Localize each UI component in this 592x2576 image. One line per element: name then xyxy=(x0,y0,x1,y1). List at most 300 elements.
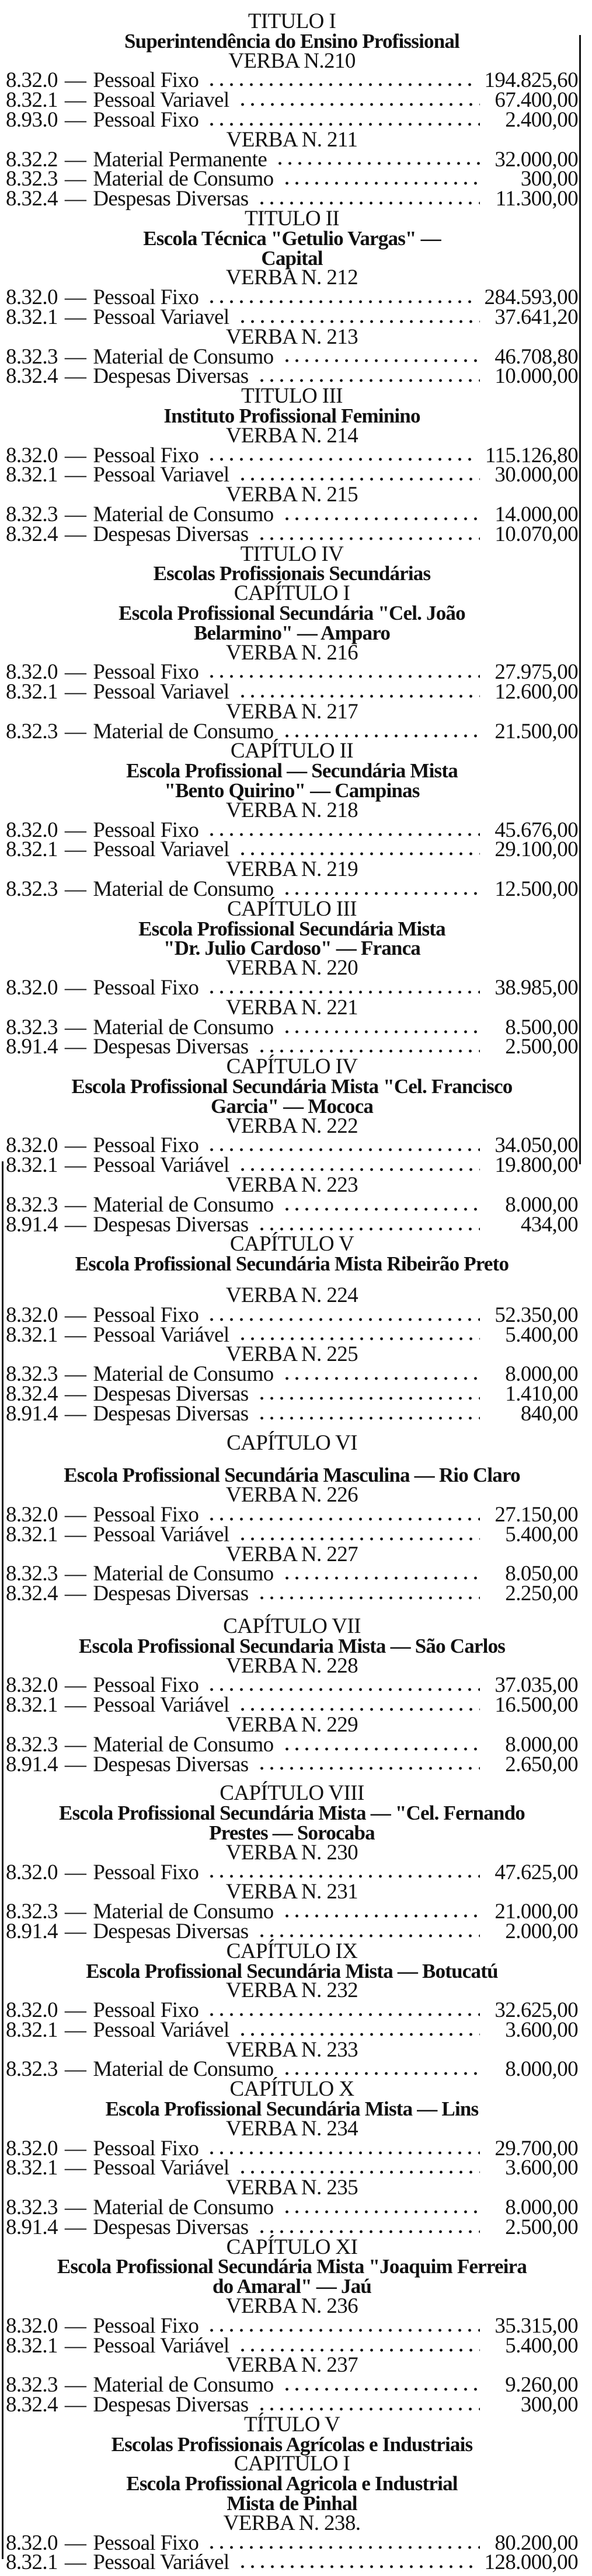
dot-leader xyxy=(207,82,473,87)
budget-document xyxy=(6,9,578,2575)
item-amount: 8.000,00 xyxy=(505,1732,578,1757)
budget-line-item xyxy=(6,660,578,685)
item-code: 8.32.3 xyxy=(6,502,58,526)
verba-heading: VERBA N.210 xyxy=(228,48,356,73)
budget-line-item xyxy=(6,189,578,209)
item-dash: — xyxy=(64,1919,86,1943)
item-label: Despesas Diversas xyxy=(93,1919,249,1943)
item-amount: 16.500,00 xyxy=(495,1693,578,1718)
item-label: Pessoal Fixo xyxy=(93,443,199,467)
verba-heading: VERBA N. 221 xyxy=(225,995,358,1020)
item-label: Material de Consumo xyxy=(93,167,274,191)
institution-name: Prestes — Sorocaba xyxy=(209,1821,375,1844)
item-label: Pessoal Variável xyxy=(93,2156,229,2180)
item-amount: 8.000,00 xyxy=(505,1192,578,1217)
item-amount: 300,00 xyxy=(520,167,578,191)
item-code: 8.32.4 xyxy=(6,364,58,389)
verba-heading: VERBA N. 228 xyxy=(225,1653,358,1678)
item-label: Pessoal Fixo xyxy=(93,2530,199,2555)
item-label: Despesas Diversas xyxy=(93,2393,249,2417)
item-label: Material de Consumo xyxy=(93,1362,274,1387)
dot-leader xyxy=(238,102,480,107)
item-code: 8.32.1 xyxy=(6,2017,58,2042)
item-dash: — xyxy=(64,305,86,329)
item-dash: — xyxy=(64,2195,86,2220)
dot-leader xyxy=(207,2545,480,2550)
item-amount: 35.315,00 xyxy=(495,2313,578,2338)
budget-line-item xyxy=(6,1381,578,1406)
item-label: Despesas Diversas xyxy=(93,1752,249,1776)
item-dash: — xyxy=(64,2136,86,2160)
institution-name: Escola Profissional — Secundária Mista xyxy=(126,759,458,783)
dot-leader xyxy=(257,1766,480,1771)
item-code: 8.32.0 xyxy=(6,1860,58,1884)
item-code: 8.91.4 xyxy=(6,1035,58,1059)
dot-leader xyxy=(282,1376,480,1381)
chapter-heading: CAPÍTULO II xyxy=(230,739,354,763)
institution-name: Escola Profissional Agricola e Industrial xyxy=(126,2472,458,2495)
item-code: 8.32.3 xyxy=(6,719,58,744)
budget-line-item xyxy=(6,344,578,369)
dot-leader xyxy=(207,122,480,127)
item-label: Material de Consumo xyxy=(93,344,274,369)
dot-leader xyxy=(238,694,480,699)
dot-leader xyxy=(238,1537,480,1541)
item-dash: — xyxy=(64,107,86,132)
budget-line-item xyxy=(6,305,578,329)
institution-name: Escola Profissional Secundária Mista xyxy=(138,917,445,940)
item-label: Material de Consumo xyxy=(93,2057,274,2082)
item-label: Pessoal Fixo xyxy=(93,68,199,93)
item-dash: — xyxy=(64,463,86,487)
item-dash: — xyxy=(64,147,86,172)
column-rule-right xyxy=(579,35,581,1164)
verba-heading: VERBA N. 214 xyxy=(225,423,358,448)
item-label: Despesas Diversas xyxy=(93,1035,249,1059)
item-label: Pessoal Fixo xyxy=(93,976,199,1000)
chapter-heading: CAPÍTULO III xyxy=(227,896,357,921)
item-dash: — xyxy=(64,1693,86,1718)
item-label: Pessoal Fixo xyxy=(93,107,199,132)
budget-line-item xyxy=(6,1502,578,1527)
budget-line-item xyxy=(6,443,578,467)
item-code: 8.32.3 xyxy=(6,2057,58,2082)
item-label: Pessoal Variável xyxy=(93,2550,229,2575)
item-code: 8.32.4 xyxy=(6,2393,58,2417)
item-label: Material de Consumo xyxy=(93,502,274,526)
item-dash: — xyxy=(64,2530,86,2555)
item-amount: 115.126,80 xyxy=(485,443,578,467)
item-label: Despesas Diversas xyxy=(93,522,249,546)
item-dash: — xyxy=(64,1212,86,1237)
item-code: 8.32.1 xyxy=(6,305,58,329)
budget-line-item xyxy=(6,1153,578,1178)
item-dash: — xyxy=(64,1522,86,1547)
budget-line-item xyxy=(6,818,578,842)
item-code: 8.32.1 xyxy=(6,1322,58,1347)
item-code: 8.32.0 xyxy=(6,2530,58,2555)
item-code: 8.91.4 xyxy=(6,1212,58,1237)
budget-line-item xyxy=(6,1693,578,1718)
item-label: Pessoal Fixo xyxy=(93,2136,199,2160)
column-rule-left xyxy=(2,1161,4,2559)
dot-leader xyxy=(257,2407,480,2411)
item-amount: 46.708,80 xyxy=(495,344,578,369)
item-amount: 840,00 xyxy=(520,1401,578,1426)
item-code: 8.32.1 xyxy=(6,837,58,862)
item-label: Pessoal Variável xyxy=(93,2333,229,2358)
item-code: 8.91.4 xyxy=(6,1401,58,1426)
dot-leader xyxy=(207,457,475,462)
item-amount: 2.250,00 xyxy=(505,1582,578,1606)
item-code: 8.32.0 xyxy=(6,976,58,1000)
budget-line-item xyxy=(6,1860,578,1884)
item-code: 8.91.4 xyxy=(6,1752,58,1776)
item-label: Pessoal Fixo xyxy=(93,660,199,685)
item-label: Despesas Diversas xyxy=(93,1401,249,1426)
item-label: Pessoal Variável xyxy=(93,1522,229,1547)
item-dash: — xyxy=(64,1673,86,1698)
item-dash: — xyxy=(64,1860,86,1884)
item-amount: 300,00 xyxy=(520,2393,578,2417)
item-code: 8.32.3 xyxy=(6,1732,58,1757)
budget-line-item xyxy=(6,2195,578,2220)
item-amount: 8.000,00 xyxy=(505,2195,578,2220)
item-code: 8.32.0 xyxy=(6,2136,58,2160)
item-code: 8.32.0 xyxy=(6,1998,58,2023)
budget-line-item xyxy=(6,1322,578,1347)
verba-heading: VERBA N. 223 xyxy=(225,1173,358,1198)
budget-line-item xyxy=(6,364,578,389)
budget-line-item xyxy=(6,1673,578,1698)
institution-name: Mista de Pinhal xyxy=(227,2492,357,2515)
chapter-heading: CAPITULO I xyxy=(234,2452,350,2476)
verba-heading: VERBA N. 219 xyxy=(225,857,358,882)
item-amount: 32.625,00 xyxy=(495,1998,578,2023)
item-amount: 52.350,00 xyxy=(495,1303,578,1327)
budget-line-item xyxy=(6,682,578,702)
item-amount: 32.000,00 xyxy=(495,147,578,172)
dot-leader xyxy=(282,734,480,738)
item-dash: — xyxy=(64,1153,86,1178)
item-code: 8.32.4 xyxy=(6,1381,58,1406)
verba-heading: VERBA N. 224 xyxy=(225,1283,358,1307)
budget-line-item xyxy=(6,877,578,902)
dot-leader xyxy=(238,851,480,856)
verba-heading: VERBA N. 215 xyxy=(225,483,358,507)
verba-heading: VERBA N. 211 xyxy=(226,127,358,152)
item-amount: 12.600,00 xyxy=(495,680,578,704)
institution-name: Escola Profissional Secundária Masculina — Rio Claro xyxy=(64,1464,520,1487)
item-amount: 21.500,00 xyxy=(495,719,578,744)
item-code: 8.32.1 xyxy=(6,2156,58,2180)
item-label: Pessoal Variavel xyxy=(93,837,229,862)
item-dash: — xyxy=(64,364,86,389)
institution-name: Escolas Profissionais Secundárias xyxy=(153,562,431,585)
item-amount: 45.676,00 xyxy=(495,818,578,842)
institution-name: Instituto Profissional Feminino xyxy=(163,404,420,427)
dot-leader xyxy=(282,1576,480,1580)
institution-name: Superintendência do Ensino Profissional xyxy=(124,29,459,53)
item-amount: 10.000,00 xyxy=(495,364,578,389)
item-amount: 3.600,00 xyxy=(505,2156,578,2180)
item-dash: — xyxy=(64,522,86,546)
item-code: 8.32.1 xyxy=(6,2550,58,2575)
item-dash: — xyxy=(64,1582,86,1606)
dot-leader xyxy=(207,1687,480,1692)
item-dash: — xyxy=(64,2156,86,2180)
item-dash: — xyxy=(64,68,86,93)
item-dash: — xyxy=(64,877,86,902)
budget-line-item xyxy=(6,1303,578,1327)
dot-leader xyxy=(207,2012,480,2017)
institution-name: do Amaral" — Jaú xyxy=(212,2275,372,2298)
verba-heading: VERBA N. 230 xyxy=(225,1840,358,1865)
item-label: Despesas Diversas xyxy=(93,1381,249,1406)
budget-line-item xyxy=(6,1362,578,1387)
item-amount: 37.035,00 xyxy=(495,1673,578,1698)
item-amount: 12.500,00 xyxy=(495,877,578,902)
verba-heading: VERBA N. 229 xyxy=(225,1712,358,1737)
budget-line-item xyxy=(6,285,578,310)
item-label: Material de Consumo xyxy=(93,2195,274,2220)
dot-leader xyxy=(282,1207,480,1212)
budget-line-item xyxy=(6,1133,578,1158)
budget-line-item xyxy=(6,2395,578,2415)
institution-name: Belarmino" — Amparo xyxy=(193,621,391,644)
institution-name: Escola Profissional Secundária "Cel. João xyxy=(119,601,465,624)
budget-line-item xyxy=(6,502,578,526)
item-amount: 194.825,60 xyxy=(484,68,578,93)
item-amount: 1.410,00 xyxy=(505,1381,578,1406)
dot-leader xyxy=(238,1167,480,1172)
item-code: 8.32.4 xyxy=(6,187,58,211)
budget-line-item xyxy=(6,169,578,189)
item-label: Pessoal Fixo xyxy=(93,1998,199,2023)
item-code: 8.32.3 xyxy=(6,2373,58,2397)
institution-name: Escola Profissional Secundária Mista "Joaquim Ferreira xyxy=(57,2255,527,2278)
chapter-heading: CAPÍTULO VIII xyxy=(220,1781,364,1806)
item-label: Pessoal Variável xyxy=(93,1322,229,1347)
item-dash: — xyxy=(64,680,86,704)
item-code: 8.32.1 xyxy=(6,463,58,487)
dot-leader xyxy=(257,1396,480,1401)
item-amount: 27.975,00 xyxy=(495,660,578,685)
budget-line-item xyxy=(6,1732,578,1757)
item-code: 8.32.0 xyxy=(6,285,58,310)
item-dash: — xyxy=(64,187,86,211)
budget-line-item xyxy=(6,837,578,862)
dot-leader xyxy=(282,891,480,896)
chapter-heading: CAPÍTULO XI xyxy=(226,2235,358,2259)
chapter-heading: CAPÍTULO V xyxy=(229,1232,354,1256)
item-label: Despesas Diversas xyxy=(93,2215,249,2239)
dot-leader xyxy=(238,1336,480,1341)
item-label: Despesas Diversas xyxy=(93,1582,249,1606)
item-label: Material de Consumo xyxy=(93,719,274,744)
dot-leader xyxy=(282,358,480,363)
verba-heading: VERBA N. 236 xyxy=(225,2294,358,2319)
item-label: Pessoal Fixo xyxy=(93,285,199,310)
item-dash: — xyxy=(64,344,86,369)
item-amount: 80.200,00 xyxy=(495,2530,578,2555)
item-label: Material Permanente xyxy=(93,147,267,172)
budget-line-item xyxy=(6,1564,578,1584)
item-label: Material de Consumo xyxy=(93,1562,274,1586)
item-label: Pessoal Variável xyxy=(93,1153,229,1178)
dot-leader xyxy=(257,1596,480,1600)
budget-line-item xyxy=(6,1015,578,1039)
institution-name: Capital xyxy=(261,246,323,270)
dot-leader xyxy=(282,1914,480,1918)
dot-leader xyxy=(207,1147,480,1152)
item-dash: — xyxy=(64,2017,86,2042)
item-code: 8.32.0 xyxy=(6,1502,58,1527)
budget-line-item xyxy=(6,1522,578,1547)
item-dash: — xyxy=(64,167,86,191)
budget-line-item xyxy=(6,2215,578,2239)
item-amount: 2.000,00 xyxy=(505,1919,578,1943)
item-label: Material de Consumo xyxy=(93,877,274,902)
item-label: Despesas Diversas xyxy=(93,364,249,389)
dot-leader xyxy=(282,516,480,521)
verba-heading: VERBA N. 226 xyxy=(225,1483,358,1507)
dot-leader xyxy=(207,1317,480,1322)
item-code: 8.32.3 xyxy=(6,167,58,191)
institution-name: Escola Profissional Secundaria Mista — São Carlos xyxy=(78,1634,506,1657)
item-code: 8.91.4 xyxy=(6,2215,58,2239)
item-amount: 2.400,00 xyxy=(505,107,578,132)
item-dash: — xyxy=(64,1362,86,1387)
chapter-heading: CAPÍTULO VI xyxy=(227,1430,357,1455)
budget-line-item xyxy=(6,2136,578,2160)
item-dash: — xyxy=(64,1401,86,1426)
dot-leader xyxy=(238,2348,480,2352)
budget-line-item xyxy=(6,107,578,132)
item-amount: 284.593,00 xyxy=(484,285,578,310)
item-dash: — xyxy=(64,1133,86,1158)
item-label: Material de Consumo xyxy=(93,1192,274,1217)
item-amount: 38.985,00 xyxy=(495,976,578,1000)
chapter-heading: CAPÍTULO IX xyxy=(226,1939,358,1963)
dot-leader xyxy=(257,536,480,541)
chapter-heading: CAPÍTULO IV xyxy=(226,1055,358,1079)
budget-line-item xyxy=(6,147,578,172)
dot-leader xyxy=(257,378,480,383)
budget-line-item xyxy=(6,1752,578,1776)
item-label: Pessoal Fixo xyxy=(93,818,199,842)
budget-line-item xyxy=(6,2017,578,2042)
verba-heading: VERBA N. 216 xyxy=(225,640,358,665)
item-amount: 9.260,00 xyxy=(505,2373,578,2397)
item-amount: 29.100,00 xyxy=(495,837,578,862)
item-code: 8.32.1 xyxy=(6,1522,58,1547)
item-dash: — xyxy=(64,1562,86,1586)
institution-name: Escola Profissional Secundária Mista — "Cel. Fernando xyxy=(59,1802,525,1825)
budget-line-item xyxy=(6,1401,578,1426)
item-label: Despesas Diversas xyxy=(93,187,249,211)
verba-heading: VERBA N. 231 xyxy=(225,1880,358,1904)
title-heading: TITULO I xyxy=(248,9,336,33)
dot-leader xyxy=(207,674,480,679)
item-label: Pessoal Fixo xyxy=(93,1303,199,1327)
item-amount: 8.500,00 xyxy=(505,1015,578,1039)
dot-leader xyxy=(282,2210,480,2214)
item-dash: — xyxy=(64,1502,86,1527)
item-dash: — xyxy=(64,2333,86,2358)
item-code: 8.32.3 xyxy=(6,1562,58,1586)
verba-heading: VERBA N. 227 xyxy=(225,1542,358,1566)
item-label: Pessoal Variável xyxy=(93,2017,229,2042)
budget-line-item xyxy=(6,1998,578,2023)
item-code: 8.32.0 xyxy=(6,1303,58,1327)
item-label: Material de Consumo xyxy=(93,1900,274,1924)
item-label: Pessoal Variavel xyxy=(93,88,229,113)
institution-name: Escolas Profissionais Agrícolas e Industriais xyxy=(111,2432,473,2456)
item-amount: 2.500,00 xyxy=(505,1035,578,1059)
item-dash: — xyxy=(64,818,86,842)
budget-line-item xyxy=(6,1919,578,1943)
item-dash: — xyxy=(64,976,86,1000)
institution-name: "Dr. Julio Cardoso" — Franca xyxy=(163,937,421,960)
budget-line-item xyxy=(6,1902,578,1922)
item-amount: 5.400,00 xyxy=(505,1322,578,1347)
budget-line-item xyxy=(6,68,578,93)
item-code: 8.32.1 xyxy=(6,1153,58,1178)
item-amount: 19.800,00 xyxy=(495,1153,578,1178)
item-code: 8.32.1 xyxy=(6,1693,58,1718)
item-code: 8.32.3 xyxy=(6,1015,58,1039)
budget-line-item xyxy=(6,88,578,113)
dot-leader xyxy=(238,2170,480,2174)
item-amount: 8.000,00 xyxy=(505,2057,578,2082)
item-label: Pessoal Variavel xyxy=(93,680,229,704)
dot-leader xyxy=(257,1227,480,1231)
budget-line-item xyxy=(6,465,578,485)
dot-leader xyxy=(207,1874,480,1879)
item-code: 8.32.4 xyxy=(6,522,58,546)
item-amount: 11.300,00 xyxy=(495,187,578,211)
item-amount: 434,00 xyxy=(520,1212,578,1237)
dot-leader xyxy=(282,1747,480,1751)
title-heading: TITULO II xyxy=(244,206,340,231)
item-label: Despesas Diversas xyxy=(93,1212,249,1237)
item-code: 8.32.4 xyxy=(6,1582,58,1606)
item-dash: — xyxy=(64,2057,86,2082)
dot-leader xyxy=(207,2328,480,2333)
budget-line-item xyxy=(6,2158,578,2178)
item-dash: — xyxy=(64,1303,86,1327)
chapter-heading: CAPÍTULO I xyxy=(234,581,350,606)
item-amount: 5.400,00 xyxy=(505,2333,578,2358)
item-label: Material de Consumo xyxy=(93,1015,274,1039)
verba-heading: VERBA N. 234 xyxy=(225,2116,358,2141)
dot-leader xyxy=(238,2564,474,2569)
item-dash: — xyxy=(64,660,86,685)
verba-heading: VERBA N. 222 xyxy=(225,1114,358,1138)
item-code: 8.32.2 xyxy=(6,147,58,172)
item-amount: 3.600,00 xyxy=(505,2017,578,2042)
verba-heading: VERBA N. 237 xyxy=(225,2353,358,2378)
item-code: 8.32.0 xyxy=(6,2313,58,2338)
institution-name: "Bento Quirino" — Campinas xyxy=(164,779,420,802)
chapter-heading: CAPÍTULO X xyxy=(229,2077,354,2102)
item-dash: — xyxy=(64,443,86,467)
item-dash: — xyxy=(64,837,86,862)
verba-heading: VERBA N. 232 xyxy=(225,1978,358,2003)
dot-leader xyxy=(275,161,480,166)
item-dash: — xyxy=(64,1381,86,1406)
